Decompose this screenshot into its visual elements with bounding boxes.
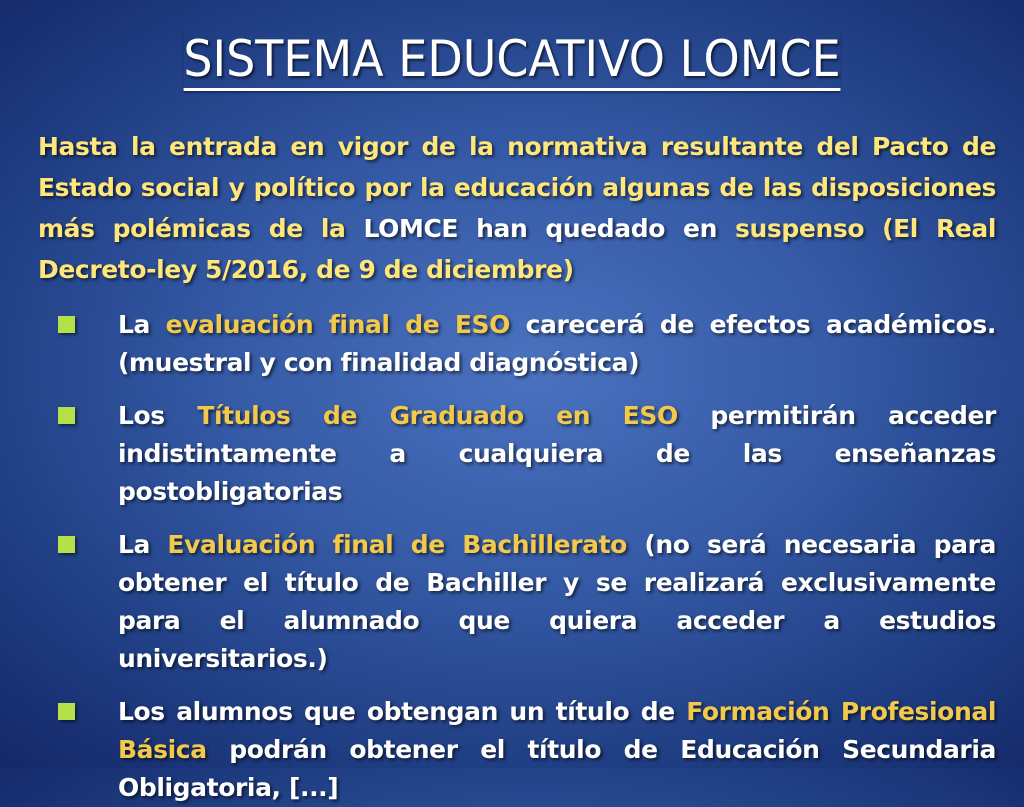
bullet-highlight: Evaluación final de Bachillerato [167, 530, 627, 559]
bullet-pre: La [118, 310, 151, 339]
square-bullet-icon [58, 536, 75, 553]
bullet-item [58, 397, 996, 511]
square-bullet-icon [58, 407, 75, 424]
intro-text-part3: suspenso (El Real Decreto-ley 5/2016, de 9 de diciembre) [38, 214, 997, 284]
bullet-pre: La [118, 530, 151, 559]
square-bullet-icon [58, 703, 75, 720]
bullet-pre: Los alumnos que obtengan un título de [118, 697, 675, 726]
bullet-highlight: Títulos de Graduado en ESO [197, 401, 678, 430]
square-bullet-icon [58, 316, 75, 333]
bullet-post: permitirán acceder indistintamente a cualquiera de las enseñanzas postobligatorias [118, 401, 996, 506]
slide-title [41, 28, 983, 90]
bullet-list [58, 306, 996, 807]
bullet-post: podrán obtener el título de Educación Secundaria Obligatoria, [...] [118, 735, 996, 802]
intro-text-part1: Hasta la entrada en vigor de la normativa resultante del Pacto de Estado social y político por la educación algunas de las disposiciones más polémicas de la [38, 132, 996, 243]
bullet-item [58, 693, 996, 807]
slide-title-text: SISTEMA EDUCATIVO LOMCE [183, 30, 840, 91]
bullet-post: (no será necesaria para obtener el título de Bachiller y se realizará exclusivamente para el alumnado que quiera acceder a estudios universitarios.) [118, 530, 996, 673]
intro-paragraph [38, 126, 996, 290]
bullet-item [58, 526, 996, 678]
bullet-pre: Los [118, 401, 165, 430]
bullet-highlight: Formación Profesional Básica [118, 697, 996, 764]
bullet-post: carecerá de efectos académicos. (muestral y con finalidad diagnóstica) [118, 310, 996, 377]
bullet-item [58, 306, 996, 382]
bullet-highlight: evaluación final de ESO [165, 310, 510, 339]
intro-text-part2: LOMCE han quedado en [363, 214, 718, 243]
